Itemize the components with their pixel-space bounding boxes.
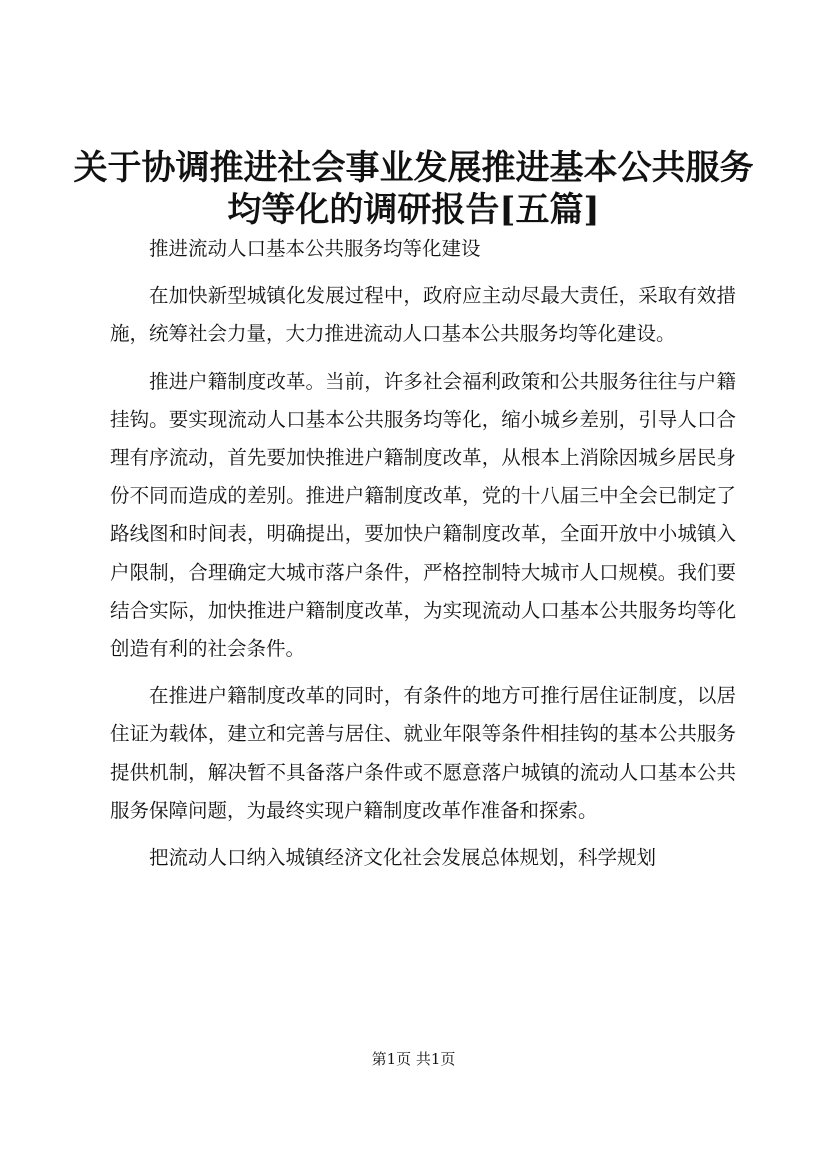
paragraph-4: 在推进户籍制度改革的同时，有条件的地方可推行居住证制度，以居住证为载体，建立和完善与居住、就业年限等条件相挂钩的基本公共服务提供机制，解决暂不具备落户条件或不愿意落户城镇的流动人口基本公共服务保障问题，为最终实现户籍制度改革作准备和探索。 — [110, 684, 736, 822]
document-title-line2: 均等化的调研报告[五篇] — [227, 190, 600, 230]
paragraph-5: 把流动人口纳入城镇经济文化社会发展总体规划，科学规划 — [149, 846, 657, 870]
paragraph-1: 推进流动人口基本公共服务均等化建设 — [149, 237, 481, 260]
page-footer: 第1页 共1页 — [371, 1050, 456, 1068]
paragraph-2: 在加快新型城镇化发展过程中，政府应主动尽最大责任，采取有效措施，统筹社会力量，大力推进流动人口基本公共服务均等化建设。 — [110, 284, 736, 346]
document-body — [110, 230, 736, 886]
document-title-line1: 关于协调推进社会事业发展推进基本公共服务 — [73, 148, 754, 188]
paragraph-3: 推进户籍制度改革。当前，许多社会福利政策和公共服务往往与户籍挂钩。要实现流动人口基本公共服务均等化，缩小城乡差别，引导人口合理有序流动，首先要加快推进户籍制度改革，从根本上消除因城乡居民身份不同而造成的差别。推进户籍制度改革，党的十八届三中全会已制定了路线图和时间表，明确提出，要加快户籍制度改革，全面开放中小城镇入户限制，合理确定大城市落户条件，严格控制特大城市人口规模。我们要结合实际，加快推进户籍制度改革，为实现流动人口基本公共服务均等化创造有利的社会条件。 — [110, 369, 736, 661]
